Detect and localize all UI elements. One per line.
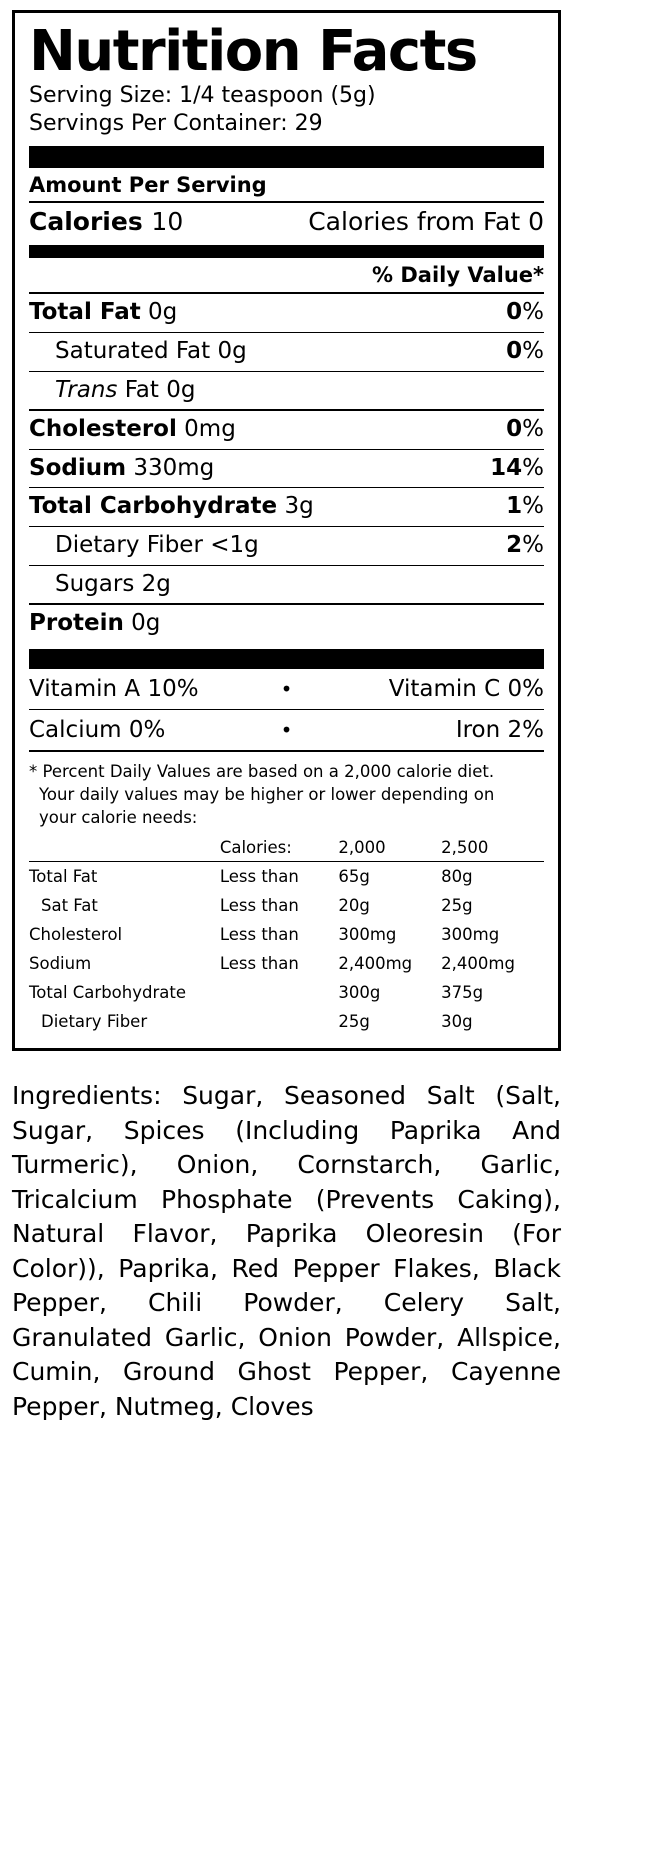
nutrient-daily-value: 0%	[506, 338, 544, 365]
nutrient-daily-value: 0%	[506, 299, 544, 326]
cell-2500: 375g	[441, 983, 484, 1003]
divider-thick-top	[29, 146, 544, 168]
nutrient-name: Sodium	[29, 454, 127, 481]
nutrient-label-group	[55, 532, 259, 560]
header-cell-blank	[29, 833, 220, 862]
calories-from-fat: Calories from Fat 0	[308, 207, 544, 237]
nutrient-value: Fat 0g	[124, 376, 196, 403]
cell-2500: 80g	[441, 867, 473, 887]
footnote-text	[29, 752, 544, 831]
nutrient-row-cholesterol	[29, 411, 544, 449]
ingredients-text: Ingredients: Sugar, Seasoned Salt (Salt, Sugar, Spices (Including Paprika And Turmeric), Onion, Cornstarch, Garlic, Tricalcium Phosphate (Prevents Caking), Natural Flavor, Paprika Oleoresin (For Color)), Paprika, Red Pepper Flakes, Black Pepper, Chili Powder, Celery Salt, Granulated Garlic, Onion Powder, Allspice, Cumin, Ground Ghost Pepper, Cayenne Pepper, Nutmeg, Cloves	[12, 1081, 561, 1421]
nutrient-row-saturated-fat	[29, 333, 544, 371]
cell-2000: 2,400mg	[338, 954, 413, 974]
header-cell-calories: Calories:	[219, 838, 292, 858]
nutrient-label-group	[55, 338, 247, 366]
nutrient-label-group	[29, 299, 177, 327]
nutrient-daily-value: 14%	[490, 454, 544, 481]
header-cell-2000: 2,000	[338, 838, 386, 858]
nutrient-daily-value: 2%	[506, 531, 544, 558]
calcium: Calcium 0%	[29, 716, 166, 743]
cell-qualifier: Less than	[219, 867, 299, 887]
serving-size-text: Serving Size: 1/4 teaspoon (5g)	[29, 83, 376, 109]
nutrient-label-group	[29, 455, 214, 483]
nutrient-daily-value: 0%	[506, 416, 544, 443]
nutrient-value: 0g	[217, 338, 247, 365]
nutrient-label-group	[29, 610, 160, 638]
vitamin-row-calcium-iron	[29, 710, 544, 750]
nutrient-label-group	[29, 493, 314, 521]
calories-row	[29, 203, 544, 240]
nutrient-name: Total Carbohydrate	[29, 493, 278, 520]
daily-value-header: % Daily Value*	[372, 263, 544, 288]
nutrient-value: 0mg	[184, 416, 236, 443]
nutrient-daily-value: 1%	[506, 493, 544, 520]
nutrient-label-group	[55, 377, 195, 405]
nutrient-row-total-fat	[29, 294, 544, 332]
cell-nutrient: Sat Fat	[41, 896, 98, 916]
nutrient-label-group	[55, 571, 171, 599]
cell-2500: 25g	[441, 896, 473, 916]
servings-per-container-text: Servings Per Container: 29	[29, 111, 323, 137]
bullet-separator-icon: •	[280, 676, 293, 701]
cell-nutrient: Dietary Fiber	[41, 1012, 148, 1032]
cell-nutrient: Cholesterol	[29, 925, 123, 945]
nutrition-facts-panel	[12, 10, 561, 1051]
nutrient-value: 3g	[284, 493, 314, 520]
calories-label: Calories	[29, 207, 143, 237]
nutrient-row-trans-fat	[29, 372, 544, 410]
table-row	[29, 920, 544, 949]
nutrient-name: Dietary Fiber	[55, 531, 203, 558]
amount-per-serving-label: Amount Per Serving	[29, 173, 267, 198]
cell-2500: 300mg	[441, 925, 500, 945]
nutrient-name: Trans	[55, 376, 118, 403]
cell-qualifier	[220, 978, 339, 1007]
divider-thick-vitamins	[29, 649, 544, 669]
cell-qualifier: Less than	[219, 954, 299, 974]
iron: Iron 2%	[455, 716, 544, 743]
cell-qualifier: Less than	[219, 896, 299, 916]
header-cell-2500: 2,500	[441, 838, 489, 858]
nutrient-row-protein	[29, 605, 544, 643]
calories-value: 10	[151, 207, 184, 237]
cell-2000: 20g	[338, 896, 370, 916]
nutrient-row-sugars	[29, 566, 544, 604]
vitamin-a: Vitamin A 10%	[29, 675, 199, 702]
nutrient-label-group	[29, 416, 236, 444]
footnote-line-1: * Percent Daily Values are based on a 2,000 calorie diet.	[29, 761, 495, 781]
table-row	[29, 862, 544, 892]
nutrient-row-dietary-fiber	[29, 527, 544, 565]
table-header-row	[29, 833, 544, 862]
vitamin-row-a-c	[29, 669, 544, 709]
cell-2000: 300g	[338, 983, 381, 1003]
nutrient-row-sodium	[29, 450, 544, 488]
table-row	[29, 891, 544, 920]
nutrient-name: Cholesterol	[29, 416, 177, 443]
nutrient-name: Sugars	[55, 570, 135, 597]
nutrient-value: 2g	[141, 570, 171, 597]
table-row	[29, 1007, 544, 1036]
nutrient-value: 0g	[131, 610, 161, 637]
divider-thick-calories	[29, 245, 544, 258]
table-row	[29, 978, 544, 1007]
cell-2000: 65g	[338, 867, 370, 887]
nutrient-name: Protein	[29, 610, 124, 637]
nutrient-row-total-carbohydrate	[29, 488, 544, 526]
cell-qualifier: Less than	[219, 925, 299, 945]
cell-2500: 2,400mg	[441, 954, 515, 974]
cell-qualifier	[220, 1007, 339, 1036]
cell-nutrient: Sodium	[29, 954, 92, 974]
cell-2000: 25g	[338, 1012, 370, 1032]
table-row	[29, 949, 544, 978]
panel-title: Nutrition Facts	[29, 19, 477, 84]
vitamin-c: Vitamin C 0%	[388, 675, 544, 702]
nutrient-value: 330mg	[133, 454, 215, 481]
cell-nutrient: Total Carbohydrate	[29, 983, 186, 1003]
calories-label-group	[29, 207, 183, 236]
cell-nutrient: Total Fat	[29, 867, 98, 887]
bullet-separator-icon: •	[280, 717, 293, 742]
footnote-line-2: Your daily values may be higher or lower depending on	[39, 784, 495, 804]
nutrient-value: 0g	[148, 299, 178, 326]
cell-2500: 30g	[441, 1012, 473, 1032]
nutrient-name: Total Fat	[29, 299, 141, 326]
nutrient-value: <1g	[210, 531, 259, 558]
footnote-line-3: your calorie needs:	[39, 807, 198, 827]
cell-2000: 300mg	[338, 925, 397, 945]
daily-values-table	[29, 833, 544, 1036]
nutrient-name: Saturated Fat	[55, 338, 211, 365]
